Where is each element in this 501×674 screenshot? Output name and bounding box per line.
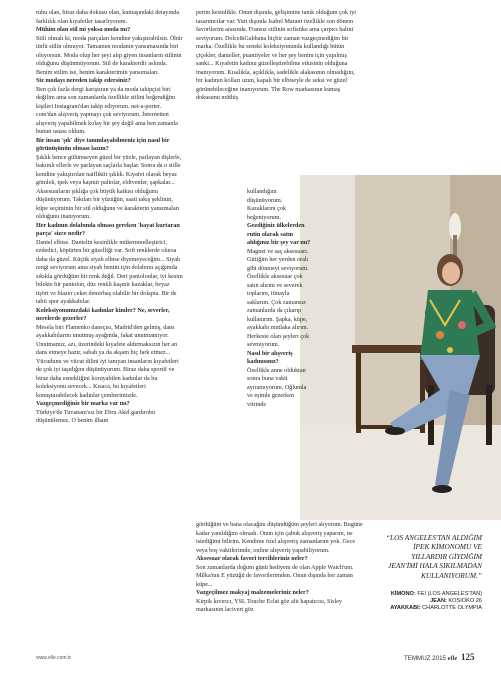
- body-paragraph: kullandığını düşünüyorum. Kazaklarını çok beğeniyorum.: [247, 189, 287, 221]
- footer-brand: elle: [447, 655, 458, 662]
- body-paragraph: Kirpik kıvırıcı, YSL Touche Eclat göz altı kapatıcısı, Sisley markasının lacivert göz: [196, 598, 343, 613]
- body-paragraph: gördüğüm ve bana olacağını düşündüğüm şeyleri alıyorum. Bugüne kadar yanıldığım olmadı. Onun için çabuk alışveriş yaparım, ne istediğimi bilirim. Kendime özel alışveriş zamanlarım yok. Gece veya boş vakitlerimde, online alışveriş yapabiliyorum.: [196, 522, 363, 554]
- pull-quote: “LOS ANGELES'TAN ALDIĞIM İPEK KİMONOMU VE YILLARDIR GİYDİĞİM JEAN'İMİ HALA SIKILMADAN KULLANIYORUM.”: [385, 533, 482, 580]
- interview-question: Nasıl bir alışveriş kadınısınız?: [247, 350, 293, 365]
- body-paragraph: Stili olmalı ki, moda parçaları kendine yakıştırabilsin. Öbür türlü stilin olmuyor. Tamamen modanın yansımasında biri oluyorsun. Moda olup her şeyi alıp giyen insanların stilinin olduğunu düşünmüyorum. Stil de karakterdir aslında. Benim stilim ise, benim karakterimin yansımaları.: [36, 35, 183, 76]
- credit-label: AYAKKABI:: [390, 605, 421, 611]
- body-paragraph: perim kesinlikle. Onun dışında, gelişimine tanık olduğum çok iyi tasarımcılar var. Yurt dışında Isabel Marant özellikle son dönem favorilerim arasında. Fransız stilinin sofistike ama çarpıcı halini seviyorum. Dolce&Gabbana hiçbir zaman vazgeçmediğim bir marka. Özellikle bu seneki koleksiyonunda kullandığı bütün çiçekler, danteller, puantiyeler ve her şey benim için yapılmış sanki... Kıyafetin kadınu güzelleştirebilme etkisinin olduğuna inanıyorum. Kısalıkla, açıklıkla, sadelikle alakasının olmadığını, bir kadının kolları uzun, kapalı bir elbiseyle de seksi ve güzel görünebileceğine inanıyorum. The Row markasının kumaş dokusunu müthiş: [196, 10, 356, 101]
- body-paragraph: Şıklık bence gülümseyen güzel bir yüzle, parlayan dişlerle, bakımlı ellerle ve parlayan saçlarla başlar. Sonra da o stille kendine yakıştırılan naifliktir şıklık. Kıyafet olarak beyaz gömlek, ipek veya kaşmir paltolar, eldivenler, şapkalar... Aksesuarların şıklığa çok büyük katkısı olduğunu düşünüyorum. Takıları bir yüzüğün, saati takış şeklinin, küpe seçiminin bir stil olduğunu ve karakterin yansımaları olduğunu inanıyorum.: [36, 154, 182, 220]
- page-number: 125: [460, 652, 475, 662]
- body-paragraph: Türkiye'de Tuvanam'sız bir Ebru Akel gardırobu düşünülemez. O benim ilham: [36, 409, 156, 424]
- footer-folio: [404, 652, 474, 662]
- interview-question: Vazgeçilmez makyaj malzemeleriniz neler?: [196, 590, 309, 596]
- body-paragraph: Mesela biri Flamenko dansçısı, Madrid'den gelmiş, dans ayakkabılarını unutmuş ayağında, fakat unutmamıyor. Unutmamız, azı, üzerindeki kıyafete aldırmaksızın her an dans etmeye hazır, sabah ya da akşam hiç fark etmez... Vücudunu ve vücut dilini iyi tanıyan insanların kıyafetleri de çok iyi taşıdığını düşünüyorum. Biraz daha sportif ve biraz daha esnekliğini koruyabilen kadınlar da bu koleksiyonu sevecek... Kısaca, bu kıyafetleri konuşturabilecek kadınlar çemberimizde.: [36, 324, 179, 399]
- body-paragraph: Ben çok fazla dergi karıştıran ya da moda takipçisi biri değilim ama son zamanlarda özellikle stilini beğendiğim kişileri Instagram'dan takip ediyorum. net-a-porter. com'dan alışveriş yapmayı çok seviyorum. İnternetten alışveriş yapabilmek kolay bir şey değil ama ben zamanla bunun ustası oldum.: [36, 86, 178, 135]
- interview-question: Vazgeçmediğiniz bir marka var mı?: [36, 401, 130, 407]
- credit-line-jean: [380, 598, 482, 605]
- interview-question: Bir insan 'şık' diye tanımlayabilmeniz için nasıl bir görünüşünün olması lazım?: [36, 137, 170, 152]
- credit-value: KOSIOKO 26: [448, 598, 482, 604]
- body-paragraph: Dantel elbise. Dantelin kesinlikle mükemmelleştirici, ezdedici, köpürten bir güzelliği var. Soft renklerde olursa daha da güzel. Küçük siyah elbise diyemeyeceğim... Siyah rengi seviyorum ama siyah benim için dolabımı açığımda sıkıkla gördüğüm bir renk değil. Deri pantolonlar, iyi kesim bilekte bir pantolon, düz renkli kaşmir kazaklar, beyaz tişört ve blazer ceket demirbaş olabilir bir dolapta. Bir de tabii spor ayakkabılar.: [36, 239, 183, 305]
- credit-value: CHARLOTTE OLYMPIA: [422, 605, 482, 611]
- body-paragraph: Özellikle anne olduktan sonra buna vakit ayıramıyorum. Oğlumla ve eşimle gezerken vitrinde: [247, 367, 307, 408]
- credit-line-shoes: [380, 605, 482, 612]
- article-column-4: [196, 521, 366, 615]
- body-paragraph: ruhu olan, biraz daha dokusu olan, kumaşındaki detayında farklılık olan kıyafetler tasarlıyorum.: [36, 10, 180, 25]
- body-paragraph: Son zamanlarda doğum günü hediyem de olan Apple Watch'um. Milka'nın E yüzüğü de favorilerimden. Onun dışında her zaman küpe...: [196, 564, 354, 588]
- interview-question: Gezdiğiniz ülkelerden rutin olarak satın aldığınız bir şey var mı?: [247, 223, 311, 246]
- credit-label: KİMONO:: [390, 591, 416, 597]
- outfit-credits: [380, 591, 482, 612]
- portrait-photo: [300, 175, 501, 520]
- interview-question: Mühim olan stil mi yoksa moda mı?: [36, 27, 131, 33]
- credit-value: FEI (LOS ANGELES'TAN): [417, 591, 482, 597]
- interview-question: Siz modayı nereden takip edersiniz?: [36, 78, 131, 84]
- footer-issue: TEMMUZ 2015: [404, 655, 446, 662]
- credit-label: JEAN:: [430, 598, 447, 604]
- credit-line-kimono: [380, 591, 482, 598]
- portrait-photo-icon: [300, 175, 501, 520]
- article-column-2: [196, 9, 356, 103]
- footer-website: www.elle.com.tr: [36, 655, 72, 661]
- interview-question: Aksesuar olarak favori tercihleriniz neler?: [196, 556, 308, 562]
- interview-question: Her kadının dolabında olması gereken 'hayat kurtaran parça' sizce nedir?: [36, 222, 180, 237]
- article-column-3: [247, 188, 311, 409]
- article-column-1: [36, 9, 183, 426]
- body-paragraph: Magnet ve saç aksesuarı. Gittiğim her yerden oralı gibi dönmeyi seviyorum. Özellikle aksesuar çok satın alırım ve severek toplarım, itinayla saklarım. Çok zamansız zamanlarda da çıkarıp kullanırım. Şapka, küpe, ayakkabı mutlaka alırım. Herkeste olan şeyleri çok sevmiyorum.: [247, 248, 310, 348]
- interview-question: Koleksiyonunuzdaki kadınlar kimler? Ne, severler, nerelerde gezerler?: [36, 307, 170, 322]
